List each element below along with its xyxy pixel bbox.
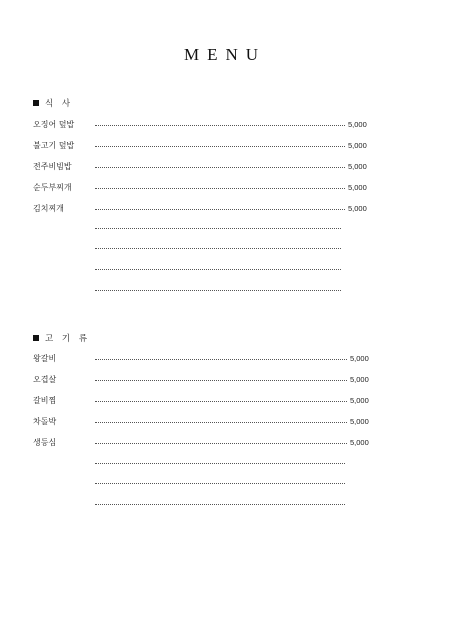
menu-item-row (33, 160, 345, 172)
empty-dotted-line (95, 228, 341, 229)
empty-dotted-line (95, 463, 345, 464)
menu-item-price: 5,000 (348, 204, 367, 213)
menu-item-price: 5,000 (348, 120, 367, 129)
dotted-leader (95, 401, 347, 402)
menu-item-name: 차돌박 (33, 416, 57, 426)
dotted-leader (95, 209, 345, 210)
dotted-leader (95, 443, 347, 444)
dotted-leader (95, 422, 347, 423)
menu-item-row (33, 352, 347, 364)
dotted-leader (95, 167, 345, 168)
menu-item-name: 오겹살 (33, 374, 57, 384)
menu-item-name: 왕갈비 (33, 353, 57, 363)
menu-item-price: 5,000 (350, 417, 369, 426)
menu-item-row (33, 415, 347, 427)
menu-item-price: 5,000 (348, 183, 367, 192)
section-header-meat (33, 332, 90, 344)
empty-dotted-line (95, 248, 341, 249)
empty-dotted-line (95, 483, 345, 484)
page-title: MENU (183, 45, 267, 64)
dotted-leader (95, 380, 347, 381)
menu-item-price: 5,000 (350, 438, 369, 447)
dotted-leader (95, 188, 345, 189)
menu-item-name: 전주비빔밥 (33, 161, 72, 171)
menu-item-name: 생등심 (33, 437, 57, 447)
menu-item-row (33, 436, 347, 448)
menu-item-price: 5,000 (348, 162, 367, 171)
menu-item-row (33, 118, 345, 130)
menu-item-name: 갈비찜 (33, 395, 57, 405)
menu-item-row (33, 202, 345, 214)
section-label: 고 기 류 (45, 334, 91, 344)
menu-item-name: 순두부찌개 (33, 182, 72, 192)
square-bullet-icon (33, 335, 39, 341)
empty-dotted-line (95, 290, 341, 291)
section-label: 식 사 (45, 99, 74, 109)
square-bullet-icon (33, 100, 39, 106)
menu-item-name: 불고기 덮밥 (33, 140, 75, 150)
menu-item-row (33, 373, 347, 385)
section-header-meals (33, 97, 73, 109)
dotted-leader (95, 359, 347, 360)
menu-item-price: 5,000 (350, 375, 369, 384)
menu-item-name: 김치찌개 (33, 203, 64, 213)
dotted-leader (95, 146, 345, 147)
menu-item-row (33, 139, 345, 151)
menu-item-row (33, 394, 347, 406)
empty-dotted-line (95, 269, 341, 270)
menu-item-row (33, 181, 345, 193)
menu-item-price: 5,000 (348, 141, 367, 150)
menu-item-name: 오징어 덮밥 (33, 119, 75, 129)
menu-item-price: 5,000 (350, 354, 369, 363)
empty-dotted-line (95, 504, 345, 505)
menu-item-price: 5,000 (350, 396, 369, 405)
dotted-leader (95, 125, 345, 126)
